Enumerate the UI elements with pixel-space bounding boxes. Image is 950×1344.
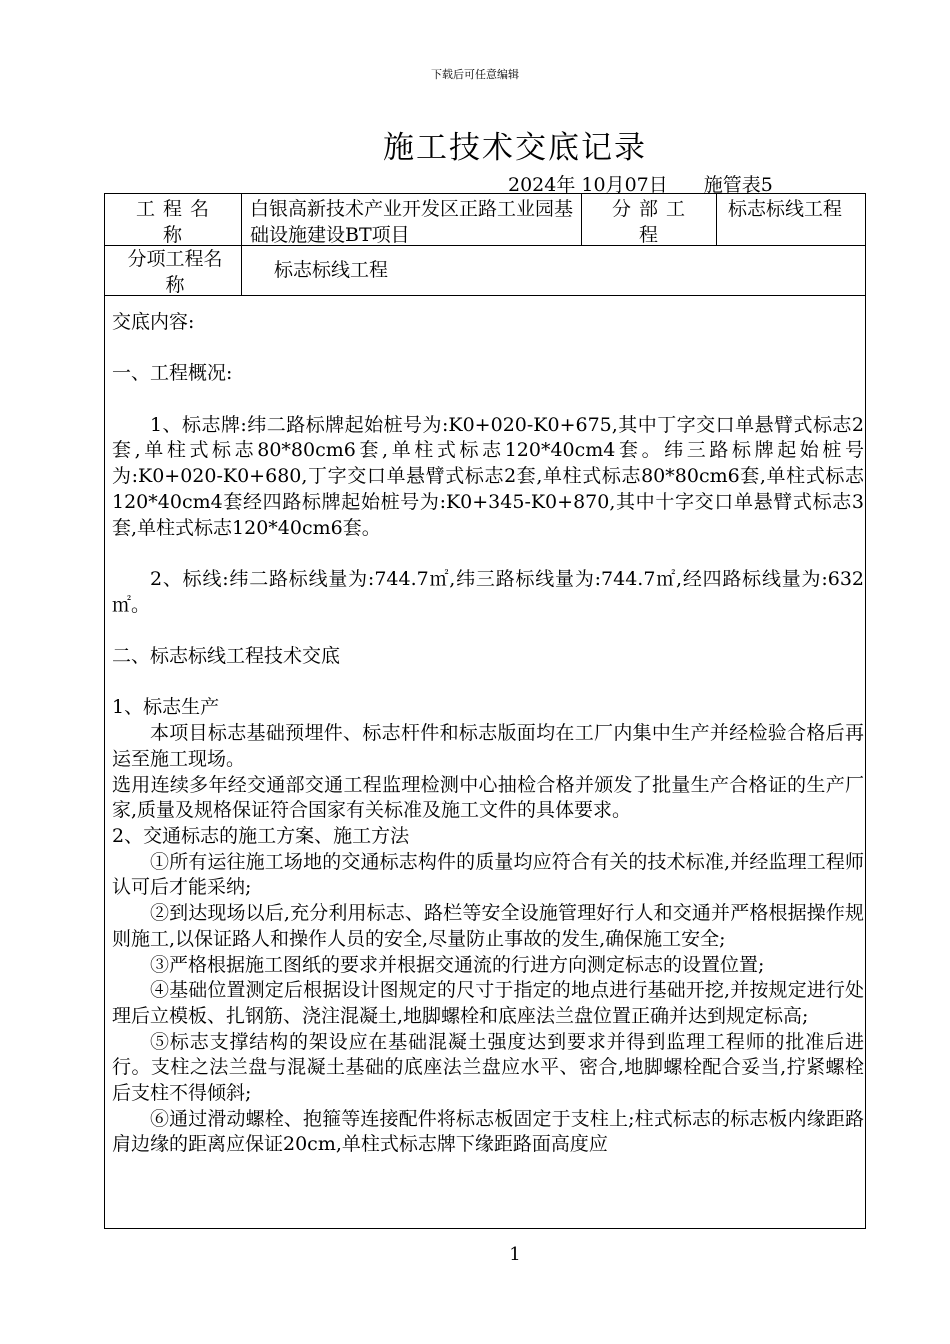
subsection-production-title: 1、标志生产 (112, 696, 220, 719)
table-divider (581, 193, 582, 245)
list-item: ①所有运往施工场地的交通标志构件的质量均应符合有关的技术标准,并经监理工程师认可后才能采纳; (112, 850, 864, 899)
section-overview-title: 一、工程概况: (112, 362, 233, 385)
list-item: ③严格根据施工图纸的要求并根据交通流的行进方向测定标志的设置位置; (150, 953, 765, 976)
table-divider (716, 193, 717, 245)
list-item: ⑤标志支撑结构的架设应在基础混凝土强度达到要求并得到监理工程师的批准后进行。支柱之法兰盘与混凝土基础的底座法兰盘应水平、密合,地脚螺栓配合妥当,拧紧螺栓后支柱不得倾斜; (112, 1030, 864, 1105)
list-item: ④基础位置测定后根据设计图规定的尺寸于指定的地点进行基础开挖,并按规定进行处理后立模板、扎钢筋、浇注混凝土,地脚螺栓和底座法兰盘位置正确并达到规定标高; (112, 979, 864, 1027)
list-item: ⑥通过滑动螺栓、抱箍等连接配件将标志板固定于支柱上;柱式标志的标志板内缘距路肩边缘的距离应保证20cm,单柱式标志牌下缘距路面高度应 (112, 1107, 864, 1156)
subsection-method-title: 2、交通标志的施工方案、施工方法 (112, 824, 410, 847)
paragraph-manufacturer: 选用连续多年经交通部交通工程监理检测中心抽检合格并颁发了批量生产合格证的生产厂家,质量及规格保证符合国家有关标准及施工文件的具体要求。 (112, 773, 864, 822)
subitem-value: 标志标线工程 (274, 259, 389, 281)
form-number: 施管表5 (703, 174, 773, 196)
handover-content (112, 310, 864, 1158)
project-name-label: 工 程 名 称 (135, 198, 211, 246)
paragraph-markings: 2、标线:纬二路标线量为:744.7㎡,纬三路标线量为:744.7㎡,经四路标线量为:632㎡。 (112, 567, 864, 616)
table-divider (241, 193, 242, 295)
division-value: 标志标线工程 (728, 198, 843, 220)
header-note: 下载后可任意编辑 (431, 68, 519, 81)
record-date: 2024年 10月07日 (508, 174, 668, 196)
paragraph-signs: 1、标志牌:纬二路标牌起始桩号为:K0+020-K0+675,其中丁字交口单悬臂式标志2套,单柱式标志80*80cm6套,单柱式标志120*40cm4套。纬三路标牌起始桩号为:K0+020-K0+680,丁字交口单悬臂式标志2套,单柱式标志80*80cm6套,单柱式标志120*40cm4套经四路标牌起始桩号为:K0+345-K0+870,其中十字交口单悬臂式标志3套,单柱式标志120*40cm6套。 (112, 413, 864, 539)
project-name-value: 白银高新技术产业开发区正路工业园基础设施建设BT项目 (250, 198, 574, 246)
subitem-label: 分项工程名 称 (127, 248, 223, 296)
page-number: 1 (509, 1244, 521, 1265)
document-title: 施工技术交底记录 (383, 130, 647, 166)
list-item: ②到达现场以后,充分利用标志、路栏等安全设施管理好行人和交通并严格根据操作规则施工,以保证路人和操作人员的安全,尽量防止事故的发生,确保施工安全; (112, 902, 864, 950)
content-heading: 交底内容: (112, 311, 195, 333)
section-technical-title: 二、标志标线工程技术交底 (112, 645, 341, 668)
division-label: 分 部 工 程 (611, 198, 687, 246)
paragraph-production: 本项目标志基础预埋件、标志杆件和标志版面均在工厂内集中生产并经检验合格后再运至施工现场。 (112, 722, 864, 770)
